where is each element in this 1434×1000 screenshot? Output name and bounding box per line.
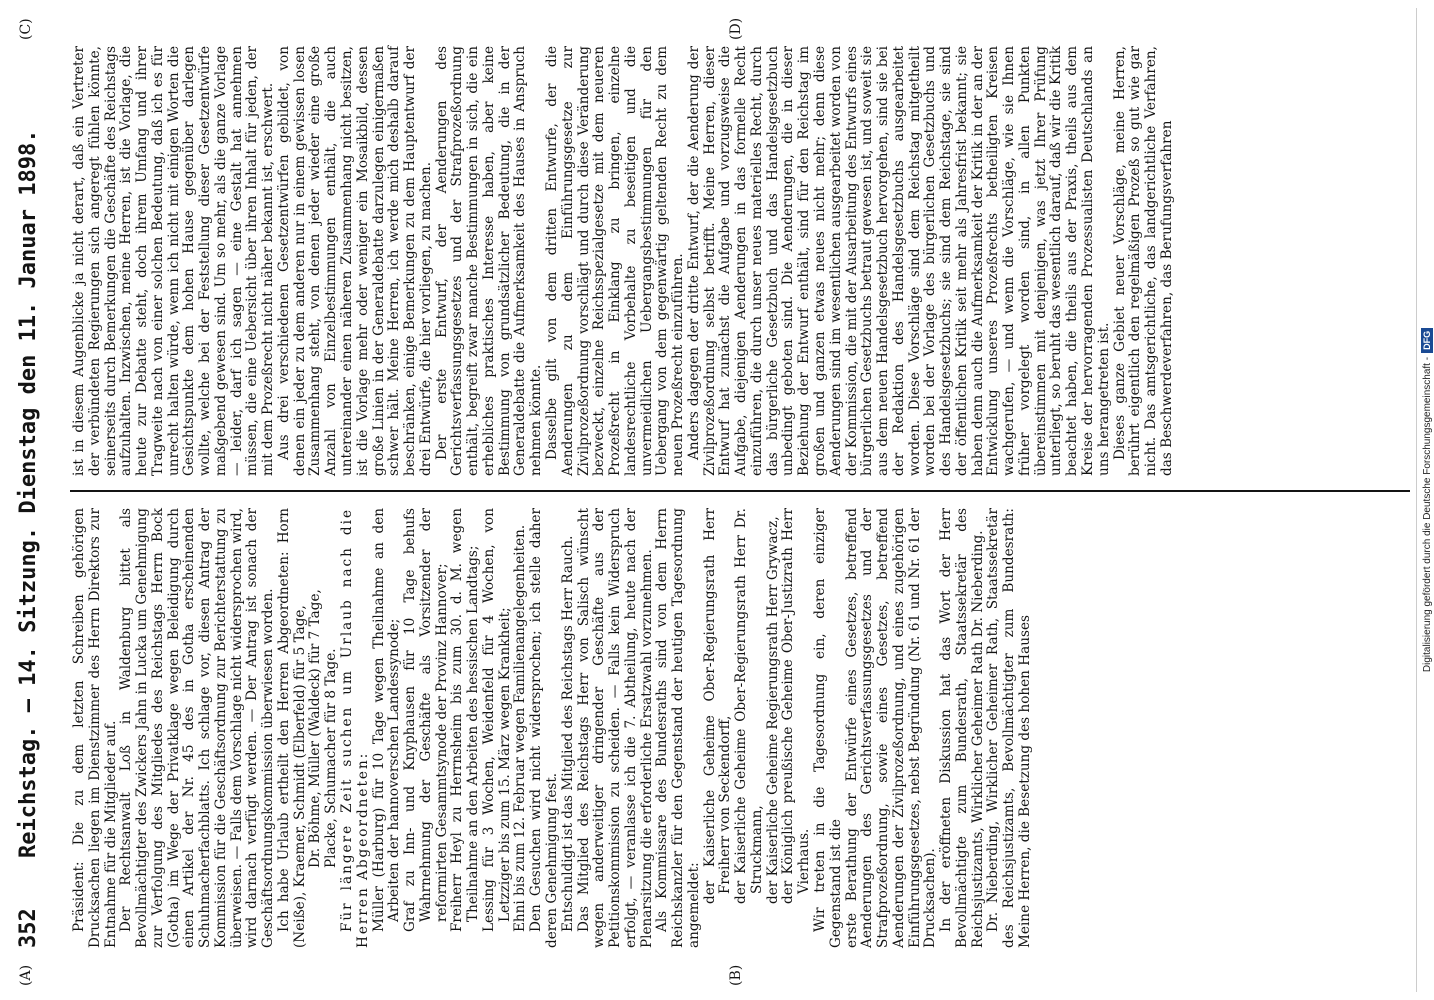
- paragraph: ist in diesem Augenblicke ja nicht derart, daß ein Vertreter der verbündeten Regierungen sich angeregt fühlen könnte, seinerseits durch Bemerkungen die Geschäfte des Reichstags aufzuhalten. Inzwischen, meine Herren, ist die Vorlage, die heute zur Debatte steht, doch ihrem Umfang und ihrer Tragweite nach von einer solchen Bedeutung, daß ich es für unrecht halten würde, wenn ich nicht mit einigen Worten die Gesichtspunkte dem hohen Hause gegenüber darlegen wollte, welche bei der Feststellung dieser Gesetzentwürfe maßgebend gewesen sind. Um so mehr, als die ganze Vorlage — leider, darf ich sagen — eine Gestalt hat annehmen müssen, die eine Uebersicht über ihren Inhalt für jeden, der mit dem Prozeßrecht nicht näher bekannt ist, erschwert.: [71, 46, 277, 476]
- right-column: [72, 46, 1412, 476]
- paragraph: Den Gesuchen wird nicht widersprochen; ich stelle daher deren Genehmigung fest.: [528, 508, 560, 948]
- paragraph: Anders dagegen der dritte Entwurf, der die Aenderung der Zivilprozeßordnung selbst betrifft. Meine Herren, dieser Entwurf hat zunächst die Aufgabe und vorzugsweise die Aufgabe, diejenigen Aenderungen in das formelle Recht einzuführen, die durch unser neues materielles Recht, durch das bürgerliche Gesetzbuch und das Handelsgesetzbuch unbedingt geboten sind. Die Aenderungen, die in dieser Beziehung der Entwurf enthält, sind für den Reichstag im großen und ganzen etwas neues nicht mehr; denn diese Aenderungen sind im wesentlichen ausgearbeitet worden von der Kommission, die mit der Ausarbeitung des Entwurfs eines bürgerlichen Gesetzbuchs betraut gewesen ist, und soweit sie aus dem neuen Handelsgesetzbuch hervorgehen, sind sie bei der Redaktion des Handelsgesetzbuchs ausgearbeitet worden. Diese Vorschläge sind dem Reichstag mitgetheilt worden bei der Vorlage des bürgerlichen Gesetzbuchs und des Handelsgesetzbuchs; sie sind dem Reichstage, sie sind der öffentlichen Kritik seit mehr als Jahresfrist bekannt; sie haben denn auch die Aufmerksamkeit der Kritik in der an der Entwicklung unseres Prozeßrechts betheiligten Kreisen wachgerufen, — und wenn die Vorschläge, wie sie Ihnen früher vorgelegt worden sind, in allen Punkten übereinstimmen mit denjenigen, was jetzt Ihrer Prüfung unterliegt, so beruht das wesentlich darauf, daß wir die Kritik beachtet haben, die theils aus der Praxis, theils aus dem Kreise der hervorragenden Prozessualisten Deutschlands an uns herangetreten ist.: [685, 46, 1112, 476]
- paragraph: Für längere Zeit suchen um Urlaub nach die Herren Abgeordneten:: [339, 508, 371, 948]
- paragraph: Dr. Nieberding, Wirklicher Geheimer Rath, Staatssekretär des Reichsjustizamts, Bevollmächtigter zum Bundesrath: Meine Herren, die Besetzung des hohen Hauses: [985, 508, 1033, 948]
- list-item: Dr. Böhme, Müller (Waldeck) für 7 Tage,: [307, 589, 324, 868]
- page-number: 352: [16, 908, 41, 948]
- paragraph: Dasselbe gilt von dem dritten Entwurfe, der die Aenderungen zu dem Einführungsgesetze zur Zivilprozeßordnung vorschlägt und durch diese Veränderung bezweckt, einzelne Reichsspezialgesetze mit dem neueren Prozeßrecht in Einklang zu bringen, einzelne landesrechtliche Vorbehalte zu beseitigen und die unvermeidlichen Uebergangsbestimmungen für den Uebergang von dem gegenwärtig geltenden Recht zu dem neuen Prozeßrecht einzuführen.: [543, 46, 687, 476]
- left-column: [72, 508, 1412, 948]
- paragraph: In der eröffneten Diskussion hat das Wort der Herr Bevollmächtigte zum Bundesrath, Staatssekretär des Reichsjustizamts, Wirklicher Geheimer Rath Dr. Nieberding.: [938, 508, 986, 948]
- running-head: Reichstag. — 14. Sitzung. Dienstag den 11. Januar 1898.: [16, 129, 41, 858]
- margin-marker-a: (A): [18, 964, 34, 986]
- margin-marker-d: (D): [728, 17, 744, 40]
- paragraph: Aus drei verschiedenen Gesetzentwürfen gebildet, von denen ein jeder zu dem anderen nur in einem gewissen losen Zusammenhang steht, von denen jeder wieder eine große Anzahl von Einzelbestimmungen enthält, die auch untereinander einen näheren Zusammenhang nicht besitzen, ist die Vorlage mehr oder weniger ein Mosaikbild, dessen große Linien in der Generaldebatte darzulegen einigermaßen schwer hält. Meine Herren, ich werde mich deshalb darauf beschränken, einige Bemerkungen zu dem Hauptentwurf der drei Entwürfe, die hier vorliegen, zu machen.: [275, 46, 434, 476]
- list-item: der Königlich preußische Geheime Ober-Justizrath Herr Vierhaus.: [780, 508, 813, 904]
- list-item: Ehni bis zum 12. Februar wegen Familienangelegenheiten.: [512, 524, 529, 932]
- page-header: [12, 48, 52, 948]
- dfg-logo: DFG: [1421, 328, 1433, 353]
- list-item: Müller (Harburg) für 10 Tage wegen Theilnahme an den Arbeiten der hannoverschen Landessynode;: [370, 508, 403, 932]
- margin-marker-b: (B): [728, 964, 744, 986]
- paragraph: Als Kommissare des Bundesraths sind von dem Herrn Reichskanzler für den Gegenstand der heutigen Tagesordnung angemeldet:: [654, 508, 702, 948]
- list-item: Graf zu Inn- und Knyphausen für 10 Tage behufs Wahrnehmung der Geschäfte als Vorsitzender der reformirten Gesammtsynode der Provinz Hannover;: [402, 508, 450, 932]
- list-item: der Kaiserliche Geheime Ober-Regierungsrath Herr Freiherr von Seckendorff,: [701, 508, 734, 904]
- paragraph: Ich habe Urlaub ertheilt den Herren Abgeordneten: Horn (Neiße), Kraemer, Schmidt (Elberfeld) für 5 Tage,: [275, 508, 308, 948]
- paragraph: Der Rechtsanwalt Loß in Waldenburg bittet als Bevollmächtigter des Zwickers Jahn in Lucka um Genehmigung zur Verfolgung des Mitgliedes des Reichstags Herrn Bock (Gotha) im Wege der Privatklage wegen Beleidigung durch einen Artikel der Nr. 45 des in Gotha erscheinenden Schuhmacherfachblatts. Ich schlage vor, diesen Antrag der Kommission für die Geschäftsordnung zur Berichterstattung zu überweisen. — Falls dem Vorschlage nicht widersprochen wird, wird darnach verfügt werden. — Der Antrag ist sonach der Geschäftsordnungskommission überwiesen worden.: [118, 508, 277, 948]
- side-rule: [1416, 8, 1417, 992]
- paragraph: Entschuldigt ist das Mitglied des Reichstags Herr Rauch.: [559, 535, 576, 932]
- margin-marker-c: (C): [18, 18, 34, 40]
- column-divider: [70, 490, 1410, 492]
- paragraph: Dieses ganze Gebiet neuer Vorschläge, meine Herren, berührt eigentlich den regelmäßigen Prozeß so gut wie gar nicht. Das amtsgerichtliche, das landgerichtliche Verfahren, das Beschwerdeverfahren, das Berufungsverfahren: [1111, 46, 1175, 476]
- paragraph: Der erste Entwurf, der Aenderungen des Gerichtsverfassungsgesetzes und der Strafprozeßordnung enthält, begreift zwar manche Bestimmungen in sich, die ein erhebliches praktisches Interesse haben, aber keine Bestimmung von grundsätzlicher Bedeutung, die in der Generaldebatte die Aufmerksamkeit des Hauses in Anspruch nehmen könnte.: [433, 46, 545, 476]
- paragraph: Das Mitglied des Reichstags Herr von Salisch wünscht wegen anderweitiger dringender Geschäfte aus der Petitionskommission zu scheiden. — Falls kein Widerspruch erfolgt, — veranlasse ich die 7. Abtheilung, heute nach der Plenarsitzung die erforderliche Ersatzwahl vorzunehmen.: [575, 508, 655, 948]
- list-item: Freiherr Heyl zu Herrnsheim bis zum 30. d. M. wegen Theilnahme an den Arbeiten des hessischen Landtags;: [449, 508, 482, 932]
- agenda-item: erste Berathung der Entwürfe eines Gesetzes, betreffend Aenderungen des Gerichtsverfassungsgesetzes und der Strafprozeßordnung, sowie eines Gesetzes, betreffend Aenderungen der Zivilprozeßordnung, und eines zugehörigen Einführungsgesetzes, nebst Begründung (Nr. 61 und Nr. 61 der Drucksachen).: [843, 508, 939, 948]
- paragraph: Wir treten in die Tagesordnung ein, deren einziger Gegenstand ist die: [811, 508, 844, 948]
- list-item: der Kaiserliche Geheime Ober-Regierungsrath Herr Dr. Struckmann,: [733, 508, 765, 904]
- paragraph: Präsident: Die zu dem letzten Schreiben gehörigen Drucksachen liegen im Dienstzimmer des Herrn Direktors zur Entnahme für die Mitglieder auf.: [71, 508, 119, 948]
- list-item: Lessing für 3 Wochen, Weidenfeld für 4 Wochen, von Letzziger bis zum 15. März wegen Krankheit;: [480, 508, 513, 932]
- credit-text: Digitalisierung gefördert durch die Deutsche Forschungsgemeinschaft -: [1422, 356, 1433, 673]
- list-item: Placke, Schumacher für 8 Tage.: [323, 648, 340, 868]
- list-item: der Kaiserliche Geheime Regierungsrath Herr Grywacz,: [764, 516, 781, 904]
- digitization-credit: [1418, 0, 1434, 1000]
